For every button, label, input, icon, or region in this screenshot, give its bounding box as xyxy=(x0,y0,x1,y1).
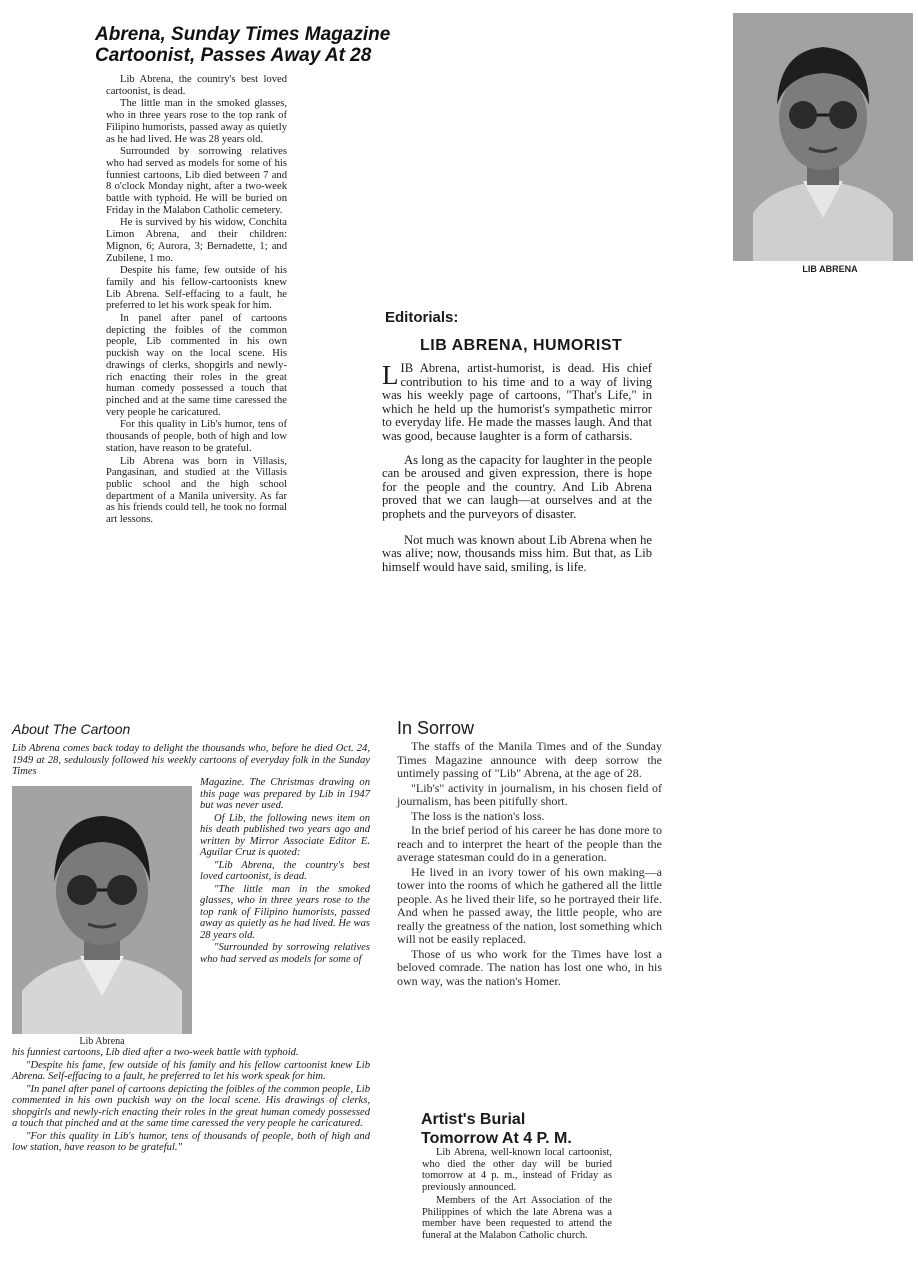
obituary-paragraph: In panel after panel of cartoons depicting the foibles of the common people, Lib commented in his own puckish way on the local scene. His drawings of clerks, shopgirls and newly-rich enacting their roles in the great human comedy possessed a touch that pinched and at the same time caressed the very people he caricatured. xyxy=(106,313,287,418)
burial-heading-line1: Artist's Burial xyxy=(421,1111,526,1128)
about-paragraph: "In panel after panel of cartoons depicting the foibles of the common people, Lib commented in his own puckish way on the local scene. His drawings of clerks, shopgirls and newly-rich enacting their roles in the great human comedy possessed a touch that pinched and at the same time caressed the very people he caricatured. xyxy=(12,1083,370,1129)
editorial-first-text: IB Abrena, artist-humorist, is dead. His chief contribution to his time and to a way of living was his weekly page of cartoons, "That's Life," in which he held up the humorist's sympathetic mirror to everyday life. He made the masses laugh. And that was good, because laughter is a form of catharsis. xyxy=(382,361,652,443)
obituary-paragraph: He is survived by his widow, Conchita Limon Abrena, and their children: Mignon, 6; Aurora, 3; Bernadette, 1; and Zubilene, 1 mo. xyxy=(106,217,287,264)
about-paragraph: Magazine. The Christmas drawing on this page was prepared by Lib in 1947 but was never used. xyxy=(200,777,370,811)
about-paragraph: "Lib Abrena, the country's best loved cartoonist, is dead. xyxy=(200,859,370,882)
about-paragraph: "Surrounded by sorrowing relatives who had served as models for some of xyxy=(200,942,370,965)
obituary-paragraph: The little man in the smoked glasses, who in three years rose to the top rank of Filipino humorists, passed away as quietly as he had lived. He was 28 years old. xyxy=(106,98,287,145)
obituary-paragraph: Lib Abrena, the country's best loved cartoonist, is dead. xyxy=(106,74,287,97)
about-paragraph: Of Lib, the following news item on his death published two years ago and written by Mirror Associate Editor E. Aguilar Cruz is quoted: xyxy=(200,812,370,858)
cartoonist-illustration xyxy=(12,786,192,1034)
obituary-paragraph: For this quality in Lib's humor, tens of thousands of people, both of high and low station, have reason to be grateful. xyxy=(106,419,287,454)
about-continued xyxy=(12,1047,370,1155)
editorial-body xyxy=(382,362,652,586)
about-heading: About The Cartoon xyxy=(12,721,131,737)
portrait-caption: LIB ABRENA xyxy=(802,264,858,274)
burial-paragraph: Lib Abrena, well-known local cartoonist, who died the other day will be buried tomorrow at 4 p. m., instead of Friday as previously announced. xyxy=(422,1147,612,1193)
sorrow-paragraph: "Lib's" activity in journalism, in his chosen field of journalism, has been pitifully short. xyxy=(397,780,662,808)
sorrow-paragraph: The loss is the nation's loss. xyxy=(411,808,545,823)
about-paragraph: his funniest cartoons, Lib died after a two-week battle with typhoid. xyxy=(12,1047,299,1058)
cartoonist-photo xyxy=(12,786,192,1034)
obituary-body xyxy=(106,74,287,527)
burial-body xyxy=(422,1147,612,1243)
about-paragraph: "For this quality in Lib's humor, tens of thousands of people, both of high and low station, have reason to be grateful." xyxy=(12,1130,370,1153)
about-paragraph: "The little man in the smoked glasses, who in three years rose to the top rank of Filipino humorists, passed away as quietly as he had lived. He was 28 years old. xyxy=(200,883,370,941)
sorrow-paragraph: Those of us who work for the Times have lost a beloved comrade. The nation has lost one who, in his own way, was the nation's Homer. xyxy=(397,946,662,988)
portrait-photo xyxy=(733,13,913,261)
burial-heading xyxy=(421,1110,572,1148)
sorrow-body xyxy=(397,740,662,989)
editorials-label: Editorials: xyxy=(385,309,459,326)
editorial-paragraph xyxy=(382,362,652,444)
editorial-paragraph: Not much was known about Lib Abrena when he was alive; now, thousands miss him. But that, as Lib himself would have said, smiling, is life. xyxy=(382,532,652,574)
editorial-title: LIB ABRENA, HUMORIST xyxy=(420,337,623,354)
portrait-illustration xyxy=(733,13,913,261)
sorrow-heading: In Sorrow xyxy=(397,718,475,738)
about-paragraph: "Despite his fame, few outside of his family and his fellow cartoonist knew Lib Abrena. Self-effacing to a fault, he preferred to let his work speak for him. xyxy=(12,1059,370,1082)
burial-paragraph: Members of the Art Association of the Philippines of which the late Abrena was a member have been requested to attend the funeral at the Malabon Catholic church. xyxy=(422,1195,612,1241)
burial-heading-line2: Tomorrow At 4 P. M. xyxy=(421,1130,572,1147)
editorial-paragraph: As long as the capacity for laughter in the people can be aroused and given expression, there is hope for the people and the country. And Lib Abrena proved that we can laugh—at ourselves and at the prophets and the purveyors of disaster. xyxy=(382,452,652,521)
sorrow-paragraph: In the brief period of his career he has done more to reach and to interpret the heart of the people than the average statesman could do in a generation. xyxy=(397,823,662,864)
about-intro: Lib Abrena comes back today to delight the thousands who, before he died Oct. 24, 1949 at 28, sedulously followed his weekly cartoons of everyday folk in the Sunday Times xyxy=(12,743,370,777)
sorrow-paragraph: He lived in an ivory tower of his own making—a tower into the rooms of which he gathered all the little people. As he lived their life, so he portrayed their life. And when he passed away, the little people, who are really the greatness of the nation, lost something which will not be easily replaced. xyxy=(397,864,662,946)
obituary-paragraph: Surrounded by sorrowing relatives who had served as models for some of his funniest cartoons, Lib died between 7 and 8 o'clock Monday night, after a two-week battle with typhoid. He will be buried on Friday in the Malabon Catholic cemetery. xyxy=(106,146,287,216)
obituary-paragraph: Lib Abrena was born in Villasis, Pangasinan, and studied at the Villasis public school and the high school department of a Manila university. As far as his friends could tell, he took no formal art lessons. xyxy=(106,455,287,526)
drop-cap: L xyxy=(382,360,399,390)
obituary-paragraph: Despite his fame, few outside of his family and his fellow-cartoonists knew Lib Abrena. Self-effacing to a fault, he preferred to let his work speak for him. xyxy=(106,265,287,312)
obituary-headline: Abrena, Sunday Times Magazine Cartoonist, Passes Away At 28 xyxy=(95,24,391,66)
sorrow-paragraph: The staffs of the Manila Times and of the Sunday Times Magazine announce with deep sorrow the untimely passing of "Lib" Abrena, at the age of 28. xyxy=(397,739,662,780)
photo-caption: Lib Abrena xyxy=(79,1036,125,1047)
about-side-column xyxy=(200,777,370,966)
